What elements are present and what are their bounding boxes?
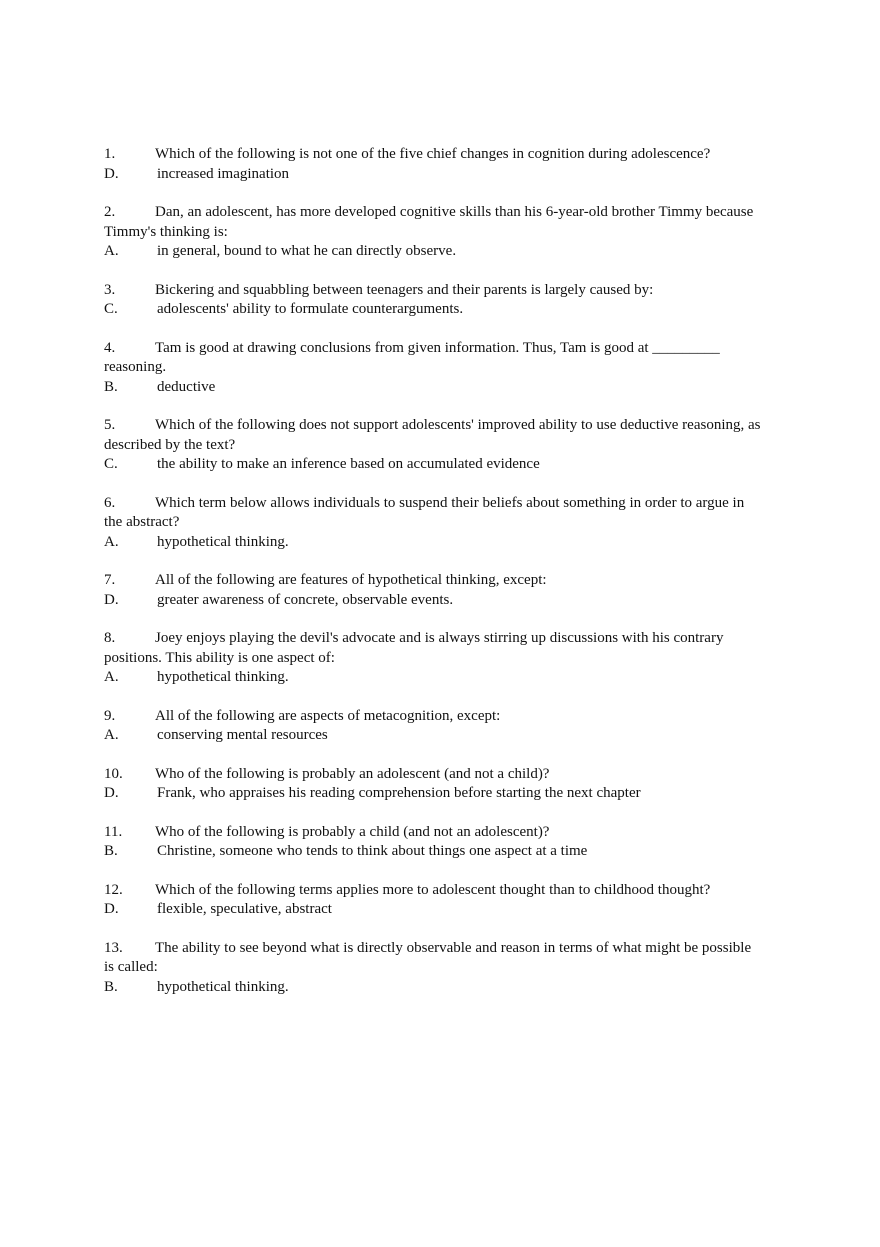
answer-line xyxy=(104,455,764,475)
answer-line xyxy=(104,668,764,688)
answer-line xyxy=(104,784,764,804)
question-text xyxy=(104,145,764,165)
question-item xyxy=(104,881,764,920)
question-number: 11. xyxy=(104,823,123,840)
answer-letter: A. xyxy=(104,669,119,685)
answer-line xyxy=(104,300,764,320)
question-text xyxy=(104,339,764,378)
question-item xyxy=(104,629,764,688)
question-prompt: Who of the following is probably an adolescent (and not a child)? xyxy=(155,765,550,782)
answer-letter: A. xyxy=(104,533,119,550)
answer-text: flexible, speculative, abstract xyxy=(157,901,332,917)
question-number: 1. xyxy=(104,146,116,162)
question-prompt: All of the following are aspects of metacognition, except: xyxy=(155,707,501,724)
question-number: 5. xyxy=(104,417,116,433)
answer-letter: B. xyxy=(104,378,118,395)
answer-line xyxy=(104,165,764,185)
answer-line xyxy=(104,533,764,553)
answer-letter: B. xyxy=(104,978,118,995)
question-text xyxy=(104,416,764,455)
question-prompt: The ability to see beyond what is directly observable and reason in terms of what might be possible is called: xyxy=(104,939,752,975)
question-item xyxy=(104,765,764,804)
answer-letter: D. xyxy=(104,785,119,801)
question-text xyxy=(104,629,764,668)
answer-text: adolescents' ability to formulate counterarguments. xyxy=(157,301,464,317)
question-list xyxy=(104,145,764,1016)
question-prompt: Bickering and squabbling between teenagers and their parents is largely caused by: xyxy=(155,281,654,298)
answer-letter: B. xyxy=(104,843,118,859)
question-text xyxy=(104,494,764,533)
question-item xyxy=(104,281,764,320)
question-text xyxy=(104,823,764,843)
answer-line xyxy=(104,842,764,862)
answer-text: hypothetical thinking. xyxy=(157,669,289,685)
question-number: 3. xyxy=(104,281,116,298)
question-item xyxy=(104,494,764,553)
answer-line xyxy=(104,726,764,746)
answer-text: deductive xyxy=(157,378,216,395)
answer-line xyxy=(104,242,764,262)
question-prompt: Which of the following is not one of the five chief changes in cognition during adolescence? xyxy=(155,146,711,162)
answer-letter: A. xyxy=(104,243,119,259)
answer-line xyxy=(104,378,764,398)
answer-letter: C. xyxy=(104,456,118,472)
question-text xyxy=(104,281,764,301)
question-item xyxy=(104,203,764,262)
answer-text: increased imagination xyxy=(157,165,290,182)
question-item xyxy=(104,145,764,184)
question-prompt: Which term below allows individuals to suspend their beliefs about something in order to argue in the abstract? xyxy=(104,494,745,530)
question-item xyxy=(104,416,764,475)
question-item xyxy=(104,823,764,862)
question-number: 10. xyxy=(104,765,123,782)
question-text xyxy=(104,765,764,785)
question-text xyxy=(104,881,764,901)
question-number: 12. xyxy=(104,881,123,898)
answer-letter: D. xyxy=(104,901,119,917)
answer-line xyxy=(104,900,764,920)
question-item xyxy=(104,571,764,610)
answer-text: Christine, someone who tends to think about things one aspect at a time xyxy=(157,843,588,859)
question-prompt: Dan, an adolescent, has more developed cognitive skills than his 6-year-old brother Timmy because Timmy's thinking is: xyxy=(104,204,754,240)
answer-text: greater awareness of concrete, observable events. xyxy=(157,591,454,608)
question-item xyxy=(104,339,764,398)
answer-text: hypothetical thinking. xyxy=(157,533,289,550)
question-item xyxy=(104,707,764,746)
question-text xyxy=(104,707,764,727)
answer-text: conserving mental resources xyxy=(157,727,328,743)
answer-letter: D. xyxy=(104,591,119,608)
answer-text: Frank, who appraises his reading comprehension before starting the next chapter xyxy=(157,785,641,801)
question-prompt: Tam is good at drawing conclusions from given information. Thus, Tam is good at _________ reasoning. xyxy=(104,339,720,375)
question-prompt: All of the following are features of hypothetical thinking, except: xyxy=(155,572,547,588)
question-text xyxy=(104,203,764,242)
question-number: 6. xyxy=(104,494,116,511)
answer-line xyxy=(104,978,764,998)
answer-text: the ability to make an inference based on accumulated evidence xyxy=(157,456,540,472)
answer-text: hypothetical thinking. xyxy=(157,978,289,995)
question-number: 13. xyxy=(104,939,123,956)
question-prompt: Which of the following terms applies more to adolescent thought than to childhood thought? xyxy=(155,881,711,898)
question-number: 8. xyxy=(104,630,116,646)
question-number: 7. xyxy=(104,572,116,588)
answer-letter: A. xyxy=(104,727,119,743)
question-number: 4. xyxy=(104,339,116,356)
question-prompt: Joey enjoys playing the devil's advocate and is always stirring up discussions with his contrary positions. This ability is one aspect of: xyxy=(104,630,724,666)
question-item xyxy=(104,939,764,998)
question-text xyxy=(104,571,764,591)
question-number: 9. xyxy=(104,707,116,724)
answer-line xyxy=(104,591,764,611)
question-prompt: Which of the following does not support adolescents' improved ability to use deductive reasoning, as described by the text? xyxy=(104,417,761,453)
question-prompt: Who of the following is probably a child (and not an adolescent)? xyxy=(155,823,550,840)
answer-letter: C. xyxy=(104,301,118,317)
answer-text: in general, bound to what he can directly observe. xyxy=(157,243,457,259)
question-number: 2. xyxy=(104,204,116,220)
question-text xyxy=(104,939,764,978)
answer-letter: D. xyxy=(104,165,119,182)
